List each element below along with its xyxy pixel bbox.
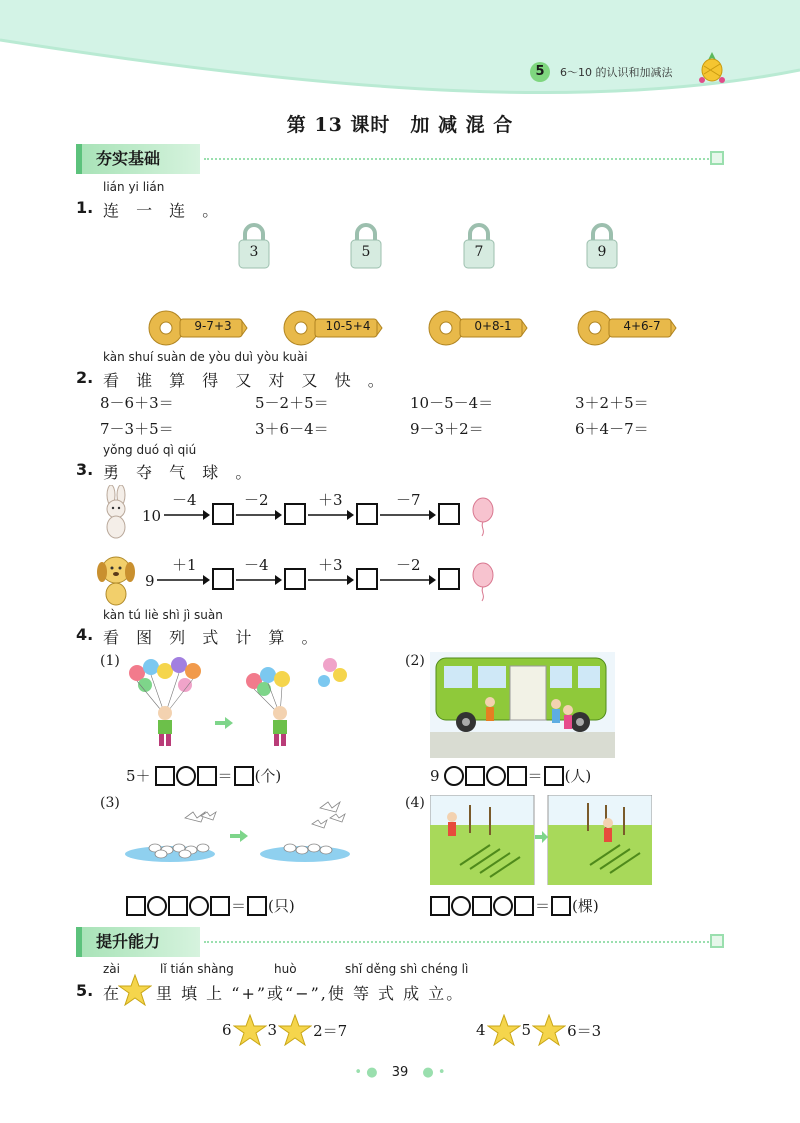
key-expression: 0+8-1 bbox=[474, 319, 512, 333]
arrow-icon bbox=[236, 509, 282, 521]
result-box[interactable] bbox=[247, 896, 267, 916]
q2-equation: 9－3＋2＝ bbox=[410, 420, 484, 438]
key bbox=[148, 308, 248, 348]
padlock-number: 3 bbox=[249, 244, 259, 260]
operator-circle[interactable] bbox=[176, 766, 196, 786]
operator-circle[interactable] bbox=[147, 896, 167, 916]
q3-pinyin: yǒng duó qì qiú bbox=[103, 443, 197, 457]
rabbit-icon bbox=[95, 485, 137, 540]
q2-equation: 5－2＋5＝ bbox=[255, 394, 329, 412]
key bbox=[283, 308, 383, 348]
q2-text: 看 谁 算 得 又 对 又 快 。 bbox=[103, 371, 390, 390]
unit-label: (棵) bbox=[572, 897, 599, 915]
chain-operation: －2 bbox=[244, 491, 269, 509]
padlock bbox=[461, 222, 497, 270]
chain-start-number: 9 bbox=[145, 572, 155, 590]
padlock bbox=[348, 222, 384, 270]
equation-number: 3 bbox=[267, 1021, 278, 1039]
unit-label: (个) bbox=[254, 767, 282, 785]
padlock bbox=[584, 222, 620, 270]
equals-sign: ＝ bbox=[535, 897, 551, 915]
chain-operation: －4 bbox=[172, 491, 197, 509]
equation-blank-row bbox=[430, 765, 591, 786]
q5-pinyin: huò bbox=[274, 962, 297, 976]
number-box[interactable] bbox=[210, 896, 230, 916]
result-box[interactable] bbox=[234, 766, 254, 786]
operator-circle[interactable] bbox=[451, 896, 471, 916]
q4-text: 看 图 列 式 计 算 。 bbox=[103, 628, 324, 647]
answer-box[interactable] bbox=[212, 568, 234, 590]
section-end-box bbox=[710, 934, 724, 948]
operator-circle[interactable] bbox=[493, 896, 513, 916]
section-advanced-tag: 提升能力 bbox=[76, 927, 200, 957]
equals-sign: ＝ bbox=[527, 767, 543, 785]
arrow-icon bbox=[164, 509, 210, 521]
equation-number: 6 bbox=[222, 1021, 232, 1039]
puppy-icon bbox=[93, 550, 139, 606]
q5-pinyin: shǐ děng shì chéng lì bbox=[345, 962, 469, 976]
q5-text-after: 里 填 上 “+”或“−”,使 等 式 成 立。 bbox=[156, 984, 465, 1003]
answer-box[interactable] bbox=[438, 568, 460, 590]
equation-number: 6＝3 bbox=[567, 1021, 602, 1040]
key-expression: 10-5+4 bbox=[325, 319, 371, 333]
tree-planting-picture bbox=[430, 795, 652, 885]
q2-equation: 8－6＋3＝ bbox=[100, 394, 174, 412]
section-divider bbox=[204, 941, 709, 943]
equation-blank-row bbox=[430, 895, 599, 916]
key bbox=[577, 308, 677, 348]
section-divider bbox=[204, 158, 709, 160]
q3-number: 3. bbox=[76, 460, 94, 479]
padlock-number: 7 bbox=[474, 244, 484, 260]
chain-operation: －7 bbox=[396, 491, 421, 509]
number-box[interactable] bbox=[155, 766, 175, 786]
q2-equation: 3＋2＋5＝ bbox=[575, 394, 649, 412]
q4-part-label: (3) bbox=[100, 795, 120, 811]
q4-part-label: (2) bbox=[405, 653, 425, 669]
balloon-icon bbox=[470, 562, 496, 602]
arrow-icon bbox=[308, 509, 354, 521]
equation-blank-row bbox=[126, 765, 281, 786]
page-number-bar: • ● 39 ● • bbox=[354, 1065, 446, 1080]
padlock-number: 5 bbox=[361, 244, 371, 260]
bus-picture bbox=[430, 652, 615, 758]
q5-pinyin: lǐ tián shàng bbox=[160, 962, 234, 976]
q2-equation: 3＋6－4＝ bbox=[255, 420, 329, 438]
arrow-icon bbox=[380, 574, 436, 586]
number-box[interactable] bbox=[126, 896, 146, 916]
answer-box[interactable] bbox=[284, 503, 306, 525]
star-blank-icon[interactable] bbox=[233, 1014, 267, 1046]
key bbox=[428, 308, 528, 348]
answer-box[interactable] bbox=[438, 503, 460, 525]
equation-number: 4 bbox=[476, 1021, 486, 1039]
header-wave bbox=[0, 0, 800, 110]
unit-label: (只) bbox=[268, 897, 295, 915]
number-box[interactable] bbox=[507, 766, 527, 786]
answer-box[interactable] bbox=[284, 568, 306, 590]
q2-equation: 7－3＋5＝ bbox=[100, 420, 174, 438]
number-box[interactable] bbox=[168, 896, 188, 916]
q1-pinyin: lián yi lián bbox=[103, 180, 165, 194]
q2-equation: 6＋4－7＝ bbox=[575, 420, 649, 438]
q1-number: 1. bbox=[76, 198, 94, 217]
chain-start-number: 10 bbox=[142, 507, 162, 525]
chain-operation: ＋3 bbox=[318, 491, 343, 509]
section-end-box bbox=[710, 151, 724, 165]
number-box[interactable] bbox=[472, 896, 492, 916]
answer-box[interactable] bbox=[212, 503, 234, 525]
geese-picture bbox=[125, 798, 350, 866]
number-box[interactable] bbox=[197, 766, 217, 786]
q4-part-label: (1) bbox=[100, 653, 120, 669]
number-box[interactable] bbox=[430, 896, 450, 916]
equation-number: 5 bbox=[521, 1021, 532, 1039]
q3-text: 勇 夺 气 球 。 bbox=[103, 463, 258, 482]
unit-number-badge: 5 bbox=[530, 62, 550, 82]
q4-number: 4. bbox=[76, 625, 94, 644]
star-equation bbox=[476, 1014, 601, 1046]
equals-sign: ＝ bbox=[217, 767, 233, 785]
operator-circle[interactable] bbox=[189, 896, 209, 916]
chain-operation: －4 bbox=[244, 556, 269, 574]
chain-operation: －2 bbox=[396, 556, 421, 574]
q2-number: 2. bbox=[76, 368, 94, 387]
equation-blank-row bbox=[126, 895, 295, 916]
equals-sign: ＝ bbox=[231, 897, 247, 915]
arrow-icon bbox=[236, 574, 282, 586]
arrow-icon bbox=[157, 574, 210, 586]
equation-number: 2＝7 bbox=[313, 1021, 348, 1040]
chain-operation: ＋3 bbox=[318, 556, 343, 574]
arrow-icon bbox=[380, 509, 436, 521]
key-expression: 4+6-7 bbox=[623, 319, 661, 333]
q5-number: 5. bbox=[76, 981, 94, 1000]
arrow-icon bbox=[308, 574, 354, 586]
q4-pinyin: kàn tú liè shì jì suàn bbox=[103, 608, 223, 622]
number-box[interactable] bbox=[465, 766, 485, 786]
star-blank-icon[interactable] bbox=[532, 1014, 566, 1046]
padlock-number: 9 bbox=[597, 244, 607, 260]
operator-circle[interactable] bbox=[444, 766, 464, 786]
result-box[interactable] bbox=[551, 896, 571, 916]
balloon-boy-picture bbox=[125, 655, 355, 750]
star-blank-icon[interactable] bbox=[278, 1014, 312, 1046]
page-number: 39 bbox=[391, 1065, 409, 1080]
q4-part-label: (4) bbox=[405, 795, 425, 811]
answer-box[interactable] bbox=[356, 503, 378, 525]
section-basic-tag: 夯实基础 bbox=[76, 144, 200, 174]
answer-box[interactable] bbox=[356, 568, 378, 590]
operator-circle[interactable] bbox=[486, 766, 506, 786]
chain-operation: ＋1 bbox=[172, 556, 197, 574]
result-box[interactable] bbox=[544, 766, 564, 786]
q5-text-before: 在 bbox=[103, 984, 122, 1003]
key-expression: 9-7+3 bbox=[194, 319, 232, 333]
number-box[interactable] bbox=[514, 896, 534, 916]
balloon-icon bbox=[470, 497, 496, 537]
q2-equation: 10－5－4＝ bbox=[410, 394, 494, 412]
equation-lead: 9 bbox=[430, 766, 440, 785]
q2-pinyin: kàn shuí suàn de yòu duì yòu kuài bbox=[103, 350, 308, 364]
q5-pinyin: zài bbox=[103, 962, 120, 976]
equation-lead: 5＋ bbox=[126, 767, 151, 785]
unit-title: 6～10 的认识和加减法 bbox=[560, 66, 673, 79]
unit-label: (人) bbox=[564, 767, 592, 785]
star-blank-icon[interactable] bbox=[487, 1014, 521, 1046]
star-icon bbox=[118, 974, 152, 1006]
q1-text: 连 一 连 。 bbox=[103, 201, 225, 220]
lesson-title: 第 13 课时 加 减 混 合 bbox=[286, 114, 514, 136]
star-equation bbox=[222, 1014, 347, 1046]
padlock bbox=[236, 222, 272, 270]
pineapple-mascot-icon bbox=[694, 50, 730, 86]
